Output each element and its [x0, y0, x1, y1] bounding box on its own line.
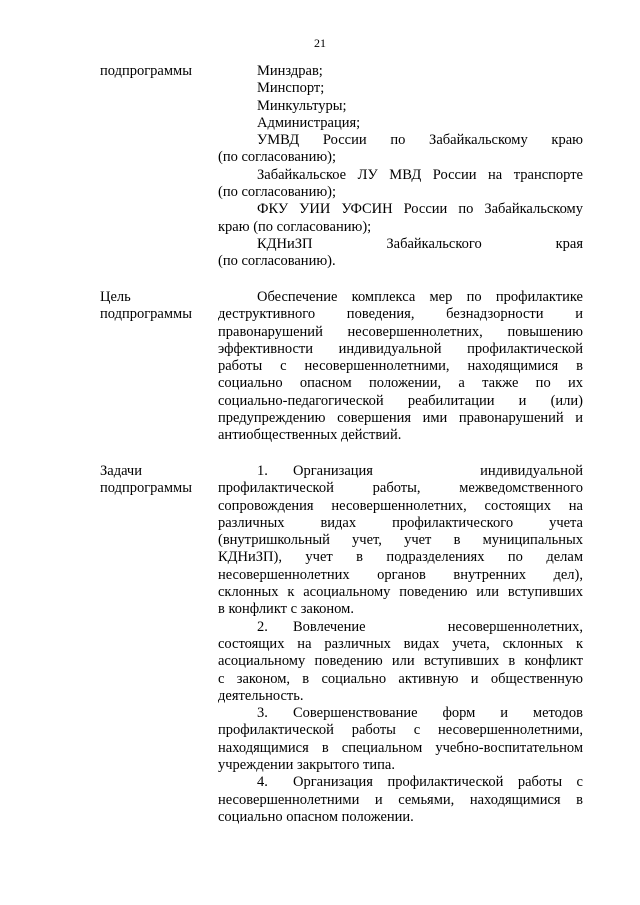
text-line: несовершеннолетних органов внутренних дел), — [218, 566, 583, 583]
section-label — [100, 463, 210, 498]
section-content — [218, 63, 583, 271]
label-line: подпрограммы — [100, 306, 192, 323]
text-line: ФКУ УИИ УФСИН России по Забайкальскому — [257, 201, 583, 218]
label-line: Цель — [100, 289, 131, 305]
text-line: состоящих на различных видах учета, склонных к — [218, 635, 583, 652]
text-line: Администрация; — [257, 114, 361, 131]
text-line: Минкультуры; — [257, 97, 347, 114]
text-line: работы с несовершеннолетними, находящимися в — [218, 358, 583, 375]
label-line: подпрограммы — [100, 63, 192, 79]
text-line: (внутришкольный учет, учет в муниципальных — [218, 532, 583, 549]
text-line: асоциальному поведению или вступивших в конфликт — [218, 653, 583, 670]
text-line — [218, 705, 583, 722]
text-line: (по согласованию); — [218, 184, 337, 201]
label-line: подпрограммы — [100, 480, 192, 497]
text-line: правонарушений несовершеннолетних, повышению — [218, 323, 583, 340]
item-number: 2. — [257, 618, 268, 635]
text-line: УМВД России по Забайкальскому краю — [257, 132, 583, 149]
page-number: 21 — [314, 36, 326, 50]
section-label — [100, 289, 210, 324]
text-line: Обеспечение комплекса мер по профилактике — [257, 289, 583, 305]
text-line: деятельность. — [218, 687, 304, 704]
text-line: антиобщественных действий. — [218, 427, 402, 444]
item-text: Вовлечение несовершеннолетних, — [293, 618, 583, 635]
text-line: (по согласованию); — [218, 149, 337, 166]
item-number: 3. — [257, 705, 268, 722]
text-line: социально опасном положении. — [218, 808, 414, 825]
item-text: Организация индивидуальной — [293, 463, 583, 479]
text-line: предупреждению совершения ими правонарушений и — [218, 410, 583, 427]
section-label — [100, 63, 210, 80]
text-line: различных видах профилактического учета — [218, 514, 583, 531]
text-line: Минздрав; — [257, 63, 323, 79]
label-line: Задачи — [100, 463, 142, 479]
item-number: 1. — [257, 463, 268, 479]
text-line: в конфликт с законом. — [218, 601, 354, 618]
text-line — [218, 619, 583, 636]
text-line — [218, 774, 583, 791]
text-line: склонных к асоциальному поведению или вступивших — [218, 584, 583, 601]
text-line: (по согласованию). — [218, 253, 336, 270]
text-line: КДНиЗП), учет в подразделениях по делам — [218, 549, 583, 566]
text-line: социально опасном положении, а также по их — [218, 375, 583, 392]
text-line: несовершеннолетними и семьями, находящимися в — [218, 791, 583, 808]
text-line: деструктивного поведения, безнадзорности и — [218, 306, 583, 323]
text-line — [218, 463, 583, 480]
text-line: профилактической работы с несовершеннолетними, — [218, 722, 583, 739]
text-line: краю (по согласованию); — [218, 218, 372, 235]
text-line: Минспорт; — [257, 80, 325, 97]
text-line: Забайкальское ЛУ МВД России на транспорте — [257, 166, 583, 183]
item-text: Организация профилактической работы с — [293, 774, 583, 791]
section-content — [218, 289, 583, 445]
text-line: профилактической работы, межведомственного — [218, 480, 583, 497]
text-line: КДНиЗП Забайкальского края — [257, 235, 583, 252]
item-text: Совершенствование форм и методов — [293, 705, 583, 722]
text-line: сопровождения несовершеннолетних, состоящих на — [218, 497, 583, 514]
text-line: находящимися в специальном учебно-воспитательном — [218, 739, 583, 756]
text-line: с законом, в социально активную и общественную — [218, 670, 583, 687]
text-line: учреждении закрытого типа. — [218, 757, 395, 774]
item-number: 4. — [257, 774, 268, 791]
section-content — [218, 463, 583, 826]
text-line: эффективности индивидуальной профилактической — [218, 340, 583, 357]
text-line: социально-педагогической реабилитации и (или) — [218, 392, 583, 409]
